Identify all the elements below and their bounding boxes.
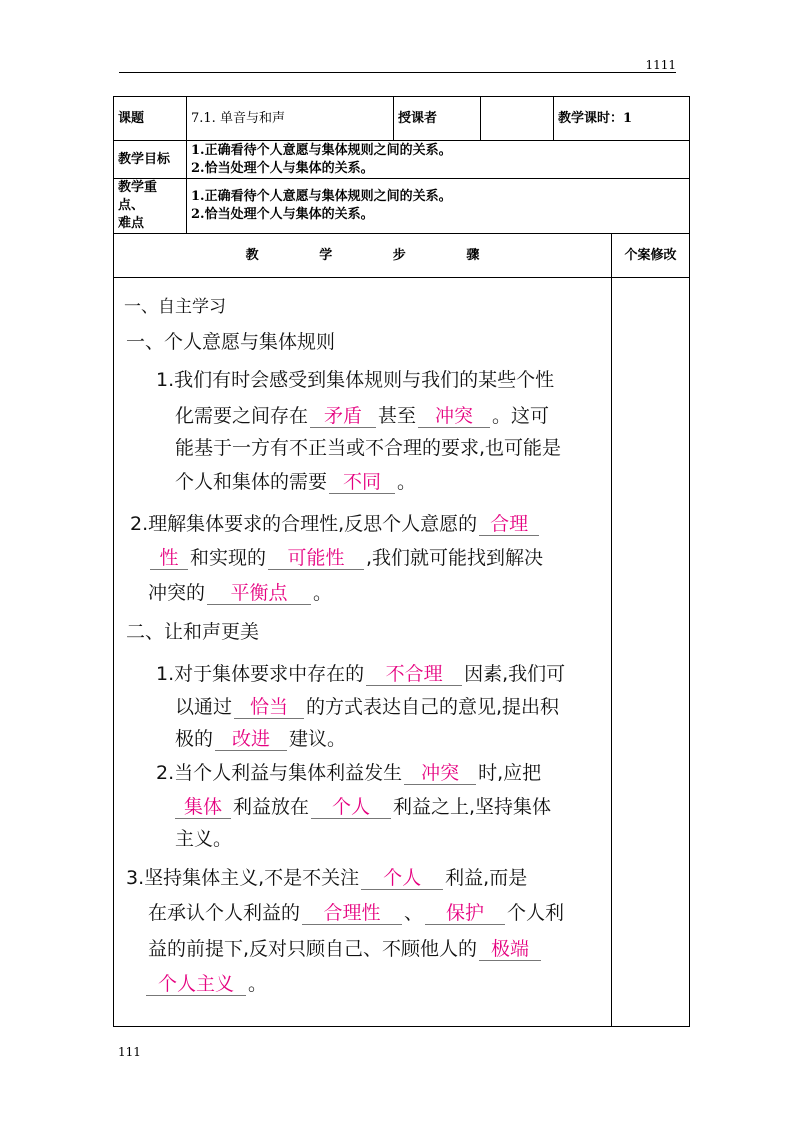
text: 个人和集体的需要 [175,471,328,493]
section-2-title: 二、让和声更美 [126,621,260,643]
footer-page-number: 111 [118,1045,141,1059]
text: 利益放在 [233,796,310,818]
answer-blank: 矛盾 [310,405,376,428]
revise-cell [612,278,690,1027]
text: 。 [248,973,268,995]
steps-title [114,234,612,278]
text: 。这可 [492,405,550,427]
steps-char: 步 [392,247,406,263]
answer-blank: 可能性 [268,547,364,570]
text: 在承认个人利益的 [148,902,301,924]
text: 因素,我们可 [464,663,566,685]
answer-blank: 平衡点 [207,582,311,605]
text: 。 [313,582,333,604]
goal-item: 1.正确看待个人意愿与集体规则之间的关系。 [191,142,452,158]
goals-cell [187,141,690,179]
hours-label: 教学课时：1 [554,97,690,141]
answer-blank: 个人主义 [146,973,246,996]
text: 2.当个人利益与集体利益发生 [156,762,403,784]
text: 利益之上,坚持集体 [393,796,552,818]
text: 冲突的 [148,582,206,604]
goals-label: 教学目标 [114,141,187,179]
text: ,我们就可能找到解决 [366,547,544,569]
s1-p1-line4 [175,471,416,494]
text: 2.理解集体要求的合理性,反思个人意愿的 [130,513,478,535]
text: 以通过 [175,696,233,718]
s2-p1-line1 [156,663,565,686]
text: 极的 [175,728,214,750]
key-item: 1.正确看待个人意愿与集体规则之间的关系。 [191,189,452,204]
text: 利益,而是 [445,867,528,889]
s2-p3-line3 [148,938,543,961]
s2-p2-line2 [173,796,551,819]
steps-char: 骤 [466,247,480,263]
answer-blank: 改进 [215,728,287,751]
answer-blank: 个人 [361,867,443,890]
text: 建议。 [289,728,347,750]
goal-item: 2.恰当处理个人与集体的关系。 [191,160,374,176]
s1-p1-line3: 能基于一方有不正当或不合理的要求,也可能是 [175,437,562,459]
self-study-heading: 一、自主学习 [124,297,226,317]
topic-label: 课题 [114,97,187,141]
text: 1.对于集体要求中存在的 [156,663,365,685]
s1-p1-line2 [175,405,549,428]
answer-blank: 冲突 [418,405,490,428]
s1-p1-line1: 1.我们有时会感受到集体规则与我们的某些个性 [156,369,555,391]
answer-blank: 不合理 [366,663,462,686]
answer-blank: 合理 [479,513,539,536]
answer-blank: 冲突 [404,762,476,785]
s1-p2-line2 [148,547,543,570]
text: 、 [404,902,424,924]
answer-blank: 恰当 [234,696,304,719]
text: 益的前提下,反对只顾自己、不顾他人的 [148,938,478,960]
answer-blank: 集体 [175,796,231,819]
s2-p3-line1 [126,867,527,890]
text: 化需要之间存在 [175,405,309,427]
answer-blank: 极端 [479,938,541,961]
text: 个人利 [507,902,565,924]
topic-value: 7.1. 单音与和声 [187,97,394,141]
s2-p2-line3: 主义。 [175,828,233,850]
answer-blank: 个人 [311,796,391,819]
s2-p3-line4 [144,973,267,996]
key-label-line: 教学重点、 [118,180,158,213]
answer-blank: 性 [150,547,188,570]
steps-char: 教 [245,247,259,263]
steps-char: 学 [319,247,333,263]
s2-p1-line3 [175,728,346,751]
answer-blank: 合理性 [302,902,402,925]
text: 的方式表达自己的意见,提出积 [306,696,560,718]
key-points-label [114,179,187,234]
text: 甚至 [378,405,417,427]
teacher-value [481,97,554,141]
key-points-cell [187,179,690,234]
text: 。 [397,471,417,493]
steps-content [114,278,612,1027]
s1-p2-line1 [130,513,541,536]
s2-p3-line2 [148,902,564,925]
key-label-line: 难点 [118,216,145,231]
header-rule [119,72,676,73]
s2-p1-line2 [175,696,559,719]
text: 3.坚持集体主义,不是不关注 [126,867,360,889]
header-page-number: 1111 [645,58,676,72]
revise-label: 个案修改 [612,234,690,278]
answer-blank: 不同 [329,471,395,494]
text: 和实现的 [190,547,267,569]
key-item: 2.恰当处理个人与集体的关系。 [191,207,374,222]
teacher-label: 授课者 [394,97,481,141]
answer-blank: 保护 [425,902,505,925]
s1-p2-line3 [148,582,332,605]
section-1-title: 一、个人意愿与集体规则 [126,331,336,353]
s2-p2-line1 [156,762,541,785]
lesson-plan-table [113,96,690,1027]
text: 时,应把 [478,762,542,784]
